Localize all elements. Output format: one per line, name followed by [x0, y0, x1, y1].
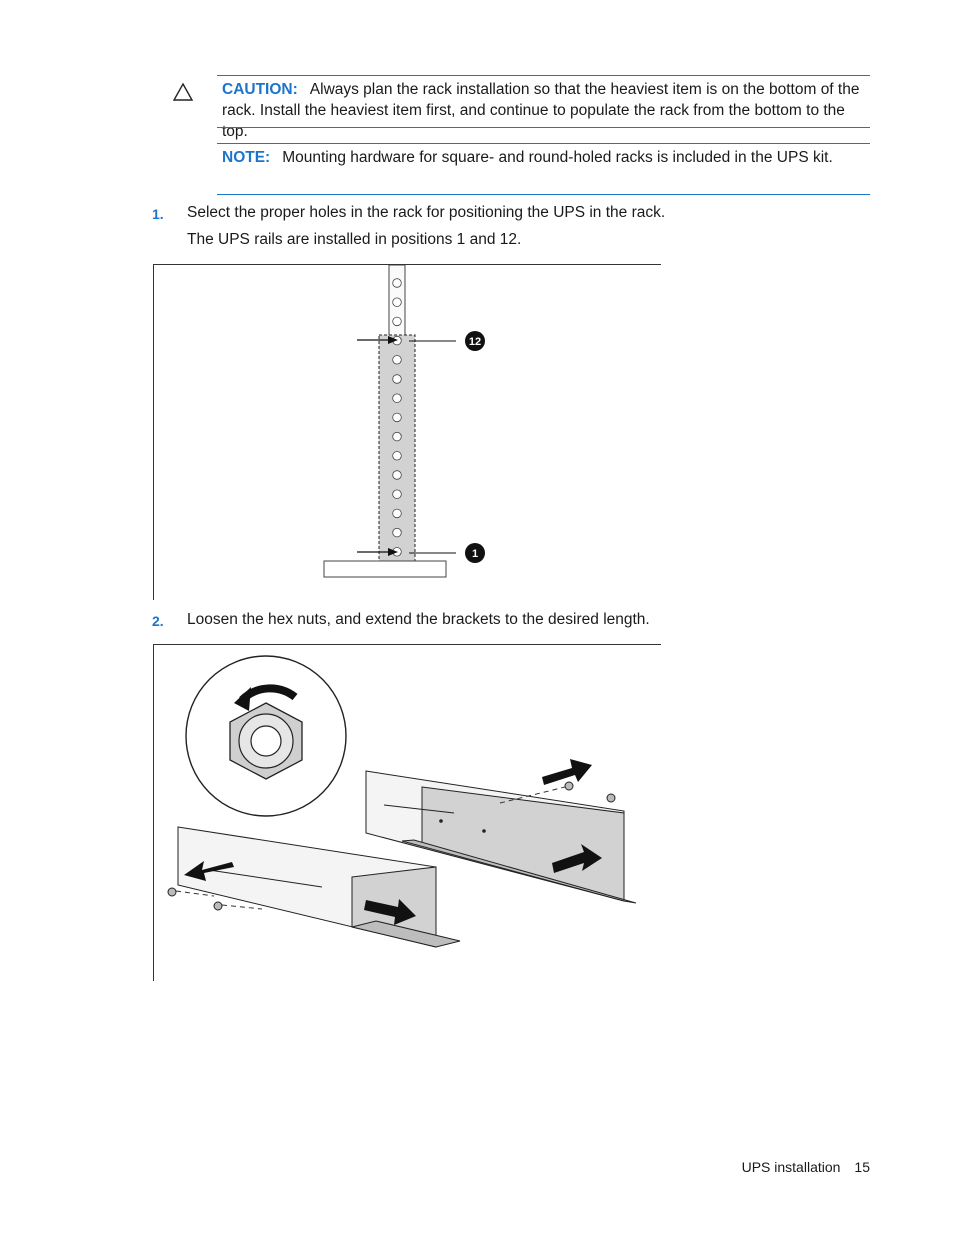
- rack-hole: [393, 298, 402, 307]
- rack-hole: [393, 509, 402, 518]
- rack-hole: [393, 490, 402, 499]
- footer-section: UPS installation: [741, 1159, 841, 1175]
- rack-hole: [393, 356, 402, 365]
- note-text: Mounting hardware for square- and round-holed racks is included in the UPS kit.: [282, 149, 833, 166]
- footer-page-number: 15: [854, 1159, 870, 1175]
- callout-1-label: 1: [471, 548, 479, 560]
- step-1-subtext: The UPS rails are installed in positions 1 and 12.: [187, 231, 522, 248]
- callout-12-label: 12: [468, 336, 482, 348]
- note-block: [222, 147, 870, 168]
- rack-hole: [393, 375, 402, 384]
- step-2-text: Loosen the hex nuts, and extend the brackets to the desired length.: [187, 611, 650, 628]
- caution-block: [222, 79, 870, 142]
- rack-hole: [393, 394, 402, 403]
- extend-arrow-icon: [542, 759, 592, 785]
- page-footer: [742, 1159, 870, 1175]
- rack-hole: [393, 471, 402, 480]
- rack-hole: [393, 279, 402, 288]
- rack-hole: [393, 528, 402, 537]
- caution-bottom-rule: [217, 127, 870, 128]
- warning-triangle-icon: [172, 82, 194, 102]
- note-top-rule: [217, 143, 870, 144]
- rack-hole: [393, 452, 402, 461]
- bracket-illustration: [154, 645, 661, 981]
- step-2-number: 2.: [152, 613, 164, 629]
- rack-rail-illustration: [154, 265, 661, 600]
- step-1-text: Select the proper holes in the rack for positioning the UPS in the rack.: [187, 204, 666, 221]
- note-label: NOTE:: [222, 149, 271, 166]
- rack-hole: [393, 413, 402, 422]
- caution-text: Always plan the rack installation so that the heaviest item is on the bottom of the rack. Install the heaviest item first, and continue to populate the rack from the bottom to the top.: [222, 81, 860, 140]
- step-1-number: 1.: [152, 206, 164, 222]
- figure-rack-positions: [153, 264, 661, 600]
- caution-top-rule: [217, 75, 870, 76]
- rack-hole: [393, 317, 402, 326]
- figure-extend-brackets: [153, 644, 661, 981]
- rack-hole: [393, 432, 402, 441]
- note-bottom-rule: [217, 194, 870, 195]
- caution-label: CAUTION:: [222, 81, 298, 98]
